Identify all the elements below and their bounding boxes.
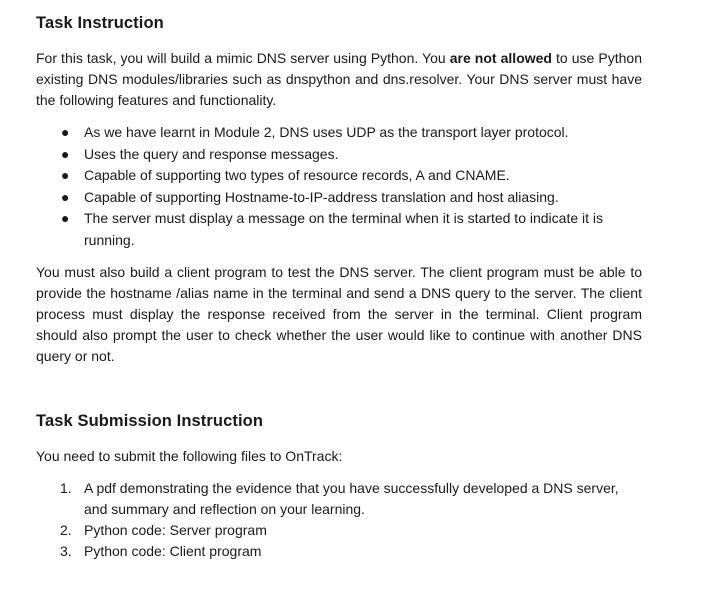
- intro-emphasis: are not allowed: [449, 50, 552, 66]
- list-item: [36, 478, 642, 520]
- list-item-text: Python code: Client program: [84, 543, 262, 559]
- list-item: [36, 520, 642, 541]
- requirements-list: [36, 122, 642, 251]
- list-item: [36, 541, 642, 562]
- list-item: [36, 208, 642, 251]
- list-item-text: The server must display a message on the terminal when it is started to indicate it is running.: [84, 210, 604, 248]
- list-number: 3.: [60, 543, 72, 559]
- bullet-icon: ●: [61, 124, 70, 140]
- intro-paragraph: [36, 48, 642, 111]
- list-item: [36, 144, 642, 166]
- list-number: 1.: [60, 480, 72, 496]
- bullet-icon: ●: [61, 167, 70, 183]
- list-item: [36, 187, 642, 209]
- bullet-icon: ●: [61, 145, 70, 162]
- client-paragraph: You must also build a client program to test the DNS server. The client program must be able to provide the hostname /alias name in the terminal and send a DNS query to the server. The client process must display the response received from the server in the terminal. Client program should also prompt the user to check whether the user would like to continue with another DNS query or not.: [36, 264, 642, 364]
- task-instruction-heading: Task Instruction: [36, 14, 164, 32]
- list-number: 2.: [60, 522, 72, 538]
- list-item-text: Uses the query and response messages.: [84, 145, 339, 162]
- submission-list: [36, 478, 642, 562]
- bullet-icon: ●: [61, 210, 70, 226]
- list-item-text: Capable of supporting two types of resource records, A and CNAME.: [84, 167, 510, 183]
- list-item: [36, 122, 642, 144]
- list-item-text: Capable of supporting Hostname-to-IP-address translation and host aliasing.: [84, 188, 559, 205]
- submission-heading: Task Submission Instruction: [36, 412, 264, 430]
- submission-intro: You need to submit the following files to OnTrack:: [36, 448, 343, 464]
- list-item-text: As we have learnt in Module 2, DNS uses UDP as the transport layer protocol.: [84, 124, 569, 140]
- list-item-text: Python code: Server program: [84, 522, 267, 538]
- list-item: [36, 165, 642, 187]
- list-item-text: A pdf demonstrating the evidence that you have successfully developed a DNS server, and summary and reflection on your learning.: [84, 480, 619, 517]
- intro-text-after: to use Python existing DNS modules/libraries such as dnspython and dns.resolver. Your DNS server must have the following features and functionality.: [36, 50, 642, 108]
- bullet-icon: ●: [61, 188, 70, 205]
- intro-text-before: For this task, you will build a mimic DNS server using Python. You: [36, 50, 450, 66]
